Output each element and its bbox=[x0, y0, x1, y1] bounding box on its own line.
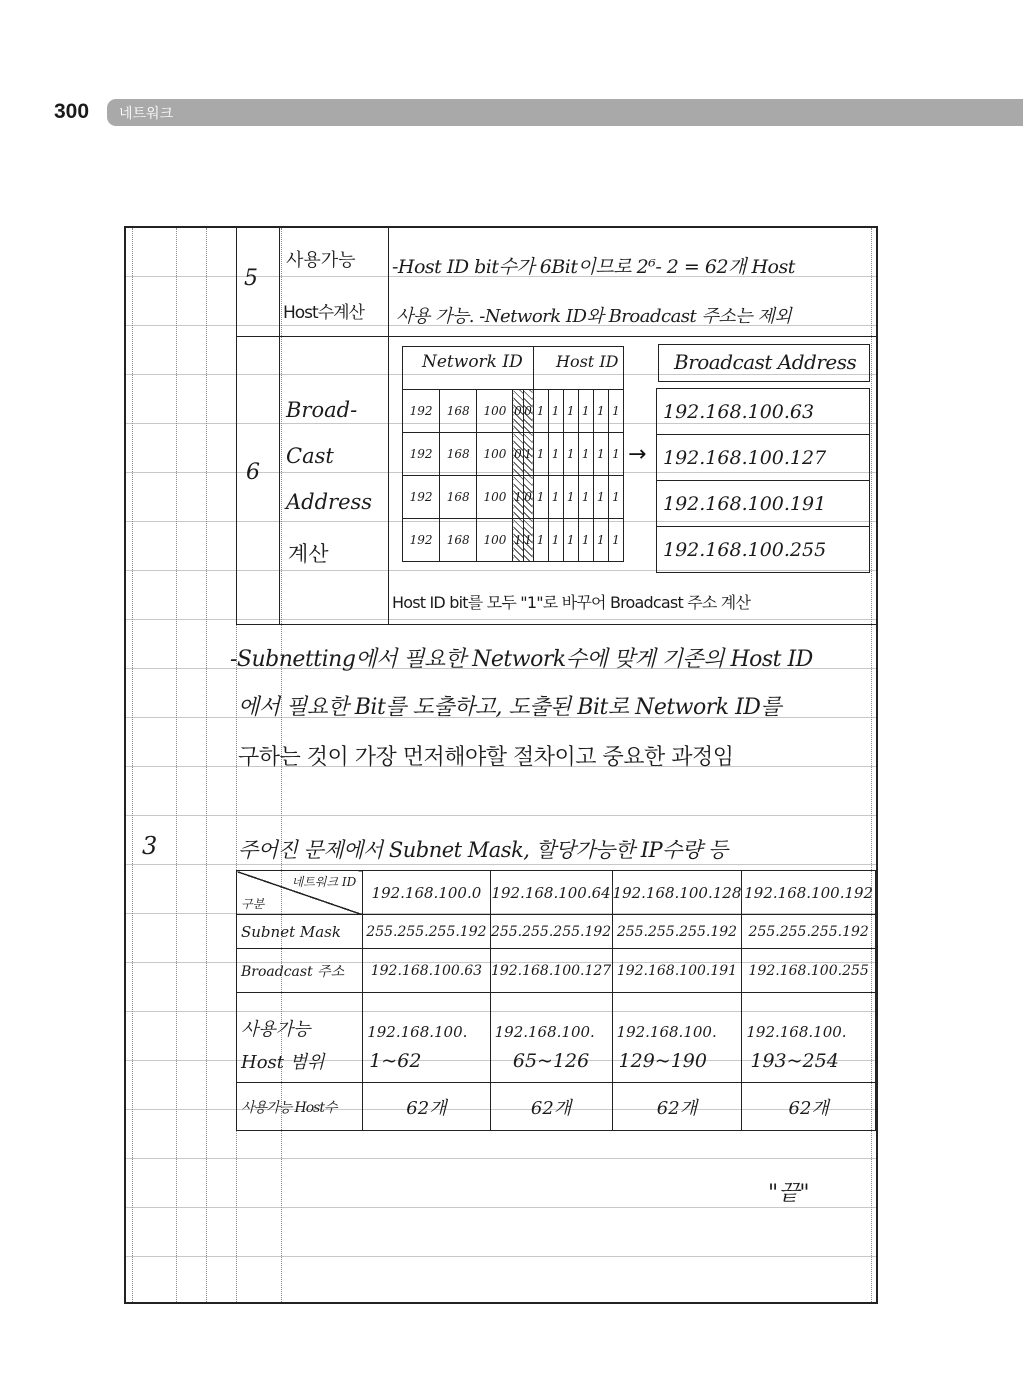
corner-top-label: 네트워크 ID bbox=[291, 875, 357, 889]
answer-sheet bbox=[124, 226, 878, 1304]
margin-line bbox=[132, 228, 133, 1302]
summary-line-3: 구하는 것이 가장 먼저해야할 절차이고 중요한 과정임 bbox=[238, 745, 734, 770]
summary-line-1: -Subnetting에서 필요한 Network수에 맞게 기존의 Host ID bbox=[230, 647, 813, 672]
host-bit: 1 bbox=[563, 476, 578, 519]
step6-number: 6 bbox=[246, 460, 260, 485]
host-bit: 1 bbox=[563, 519, 578, 562]
step6-label-4: 계산 bbox=[288, 542, 329, 566]
content-divider bbox=[388, 228, 389, 624]
host-bit: 1 bbox=[578, 390, 593, 433]
end-mark: "끝" bbox=[768, 1181, 810, 1206]
bit-cell: 168 bbox=[440, 476, 477, 519]
usable-range: 129~190 bbox=[612, 1041, 742, 1083]
subnet-mask-cell: 255.255.255.192 bbox=[363, 915, 490, 949]
step6-footnote: Host ID bit를 모두 "1"로 바꾸어 Broadcast 주소 계산 bbox=[392, 593, 751, 612]
bit-cell: 168 bbox=[440, 390, 477, 433]
broadcast-address: 192.168.100.63 bbox=[657, 389, 870, 435]
host-count: 62개 bbox=[363, 1083, 490, 1131]
host-bit: 1 bbox=[578, 433, 593, 476]
corner-cell bbox=[237, 871, 363, 915]
row-divider bbox=[236, 336, 878, 337]
broadcast-table bbox=[656, 388, 870, 573]
network-id-cell: 192.168.100.64 bbox=[490, 871, 612, 915]
step6-label-3: Address bbox=[286, 490, 373, 514]
host-bit: 1 bbox=[548, 519, 563, 562]
host-bit: 1 bbox=[548, 476, 563, 519]
subnet-bit: 0 bbox=[513, 433, 523, 476]
host-bit: 1 bbox=[608, 433, 623, 476]
step6-label-2: Cast bbox=[286, 444, 334, 468]
broadcast-cell: 192.168.100.255 bbox=[742, 949, 876, 993]
network-id-cell: 192.168.100.192 bbox=[742, 871, 876, 915]
summary-line-2: 에서 필요한 Bit를 도출하고, 도출된 Bit로 Network ID를 bbox=[238, 695, 782, 720]
bit-cell: 192 bbox=[403, 476, 440, 519]
margin-line bbox=[206, 228, 207, 1302]
host-bit: 1 bbox=[593, 476, 608, 519]
page-number: 300 bbox=[54, 100, 90, 123]
usable-prefix: 192.168.100. bbox=[742, 993, 876, 1041]
usable-prefix: 192.168.100. bbox=[363, 993, 490, 1041]
host-bit: 1 bbox=[593, 519, 608, 562]
step5-text-1: -Host ID bit수가 6Bit이므로 2⁶- 2 = 62개 Host bbox=[392, 256, 795, 278]
host-bit: 1 bbox=[533, 390, 548, 433]
subnet-mask-label: Subnet Mask bbox=[237, 915, 363, 949]
network-id-header: Network ID bbox=[422, 352, 523, 372]
step5-label-2: Host수계산 bbox=[283, 303, 364, 323]
broadcast-cell: 192.168.100.63 bbox=[363, 949, 490, 993]
usable-label-1: 사용가능 bbox=[237, 993, 363, 1041]
bit-cell: 100 bbox=[477, 476, 513, 519]
network-id-cell: 192.168.100.0 bbox=[363, 871, 490, 915]
broadcast-address: 192.168.100.191 bbox=[657, 481, 870, 527]
subnet-bit: 1 bbox=[523, 519, 533, 562]
host-count: 62개 bbox=[612, 1083, 742, 1131]
arrow-right-icon: → bbox=[628, 442, 647, 467]
subnet-bit: 0 bbox=[523, 476, 533, 519]
section-title: 네트워크 bbox=[119, 106, 174, 122]
host-bit: 1 bbox=[578, 476, 593, 519]
step5-number: 5 bbox=[244, 266, 258, 291]
bit-table bbox=[402, 346, 624, 562]
host-bit: 1 bbox=[593, 433, 608, 476]
broadcast-cell: 192.168.100.191 bbox=[612, 949, 742, 993]
subnet-bit: 0 bbox=[513, 390, 523, 433]
bit-cell: 192 bbox=[403, 390, 440, 433]
usable-range: 1~62 bbox=[363, 1041, 490, 1083]
label-divider bbox=[279, 228, 280, 624]
broadcast-address: 192.168.100.255 bbox=[657, 527, 870, 573]
host-bit: 1 bbox=[533, 433, 548, 476]
usable-range: 65~126 bbox=[490, 1041, 612, 1083]
step5-label-1: 사용가능 bbox=[286, 250, 356, 271]
step5-text-2: 사용 가능. -Network ID와 Broadcast 주소는 제외 bbox=[396, 306, 792, 327]
host-bit: 1 bbox=[593, 390, 608, 433]
bit-cell: 100 bbox=[477, 433, 513, 476]
host-bit: 1 bbox=[533, 476, 548, 519]
host-id-header: Host ID bbox=[556, 352, 619, 371]
subnet-bit: 1 bbox=[513, 519, 523, 562]
host-bit: 1 bbox=[608, 476, 623, 519]
host-bit: 1 bbox=[563, 390, 578, 433]
subnet-summary-table bbox=[236, 870, 876, 1131]
bit-cell: 192 bbox=[403, 433, 440, 476]
bit-cell: 192 bbox=[403, 519, 440, 562]
host-count: 62개 bbox=[742, 1083, 876, 1131]
host-bit: 1 bbox=[608, 390, 623, 433]
host-count-label: 사용가능 Host수 bbox=[237, 1083, 363, 1131]
usable-prefix: 192.168.100. bbox=[490, 993, 612, 1041]
network-id-cell: 192.168.100.128 bbox=[612, 871, 742, 915]
host-bit: 1 bbox=[548, 433, 563, 476]
broadcast-header: Broadcast Address bbox=[674, 350, 857, 374]
corner-bottom-label: 구분 bbox=[241, 897, 265, 911]
host-bit: 1 bbox=[578, 519, 593, 562]
step3-number: 3 bbox=[142, 832, 158, 860]
broadcast-address: 192.168.100.127 bbox=[657, 435, 870, 481]
broadcast-cell: 192.168.100.127 bbox=[490, 949, 612, 993]
usable-prefix: 192.168.100. bbox=[612, 993, 742, 1041]
margin-line bbox=[176, 228, 177, 1302]
usable-range: 193~254 bbox=[742, 1041, 876, 1083]
bit-cell: 168 bbox=[440, 433, 477, 476]
bit-cell: 100 bbox=[477, 519, 513, 562]
host-bit: 1 bbox=[563, 433, 578, 476]
section-header-bar bbox=[107, 99, 1023, 126]
host-bit: 1 bbox=[608, 519, 623, 562]
step3-title: 주어진 문제에서 Subnet Mask, 할당가능한 IP수량 등 bbox=[238, 838, 728, 862]
subnet-bit: 0 bbox=[523, 390, 533, 433]
subnet-bit: 1 bbox=[523, 433, 533, 476]
bit-cell: 100 bbox=[477, 390, 513, 433]
usable-label-2: Host 범위 bbox=[237, 1041, 363, 1083]
subnet-mask-cell: 255.255.255.192 bbox=[490, 915, 612, 949]
subnet-mask-cell: 255.255.255.192 bbox=[742, 915, 876, 949]
subnet-mask-cell: 255.255.255.192 bbox=[612, 915, 742, 949]
host-bit: 1 bbox=[548, 390, 563, 433]
bit-cell: 168 bbox=[440, 519, 477, 562]
broadcast-label: Broadcast 주소 bbox=[237, 949, 363, 993]
step6-label-1: Broad- bbox=[286, 398, 358, 422]
subnet-bit: 1 bbox=[513, 476, 523, 519]
host-bit: 1 bbox=[533, 519, 548, 562]
host-count: 62개 bbox=[490, 1083, 612, 1131]
